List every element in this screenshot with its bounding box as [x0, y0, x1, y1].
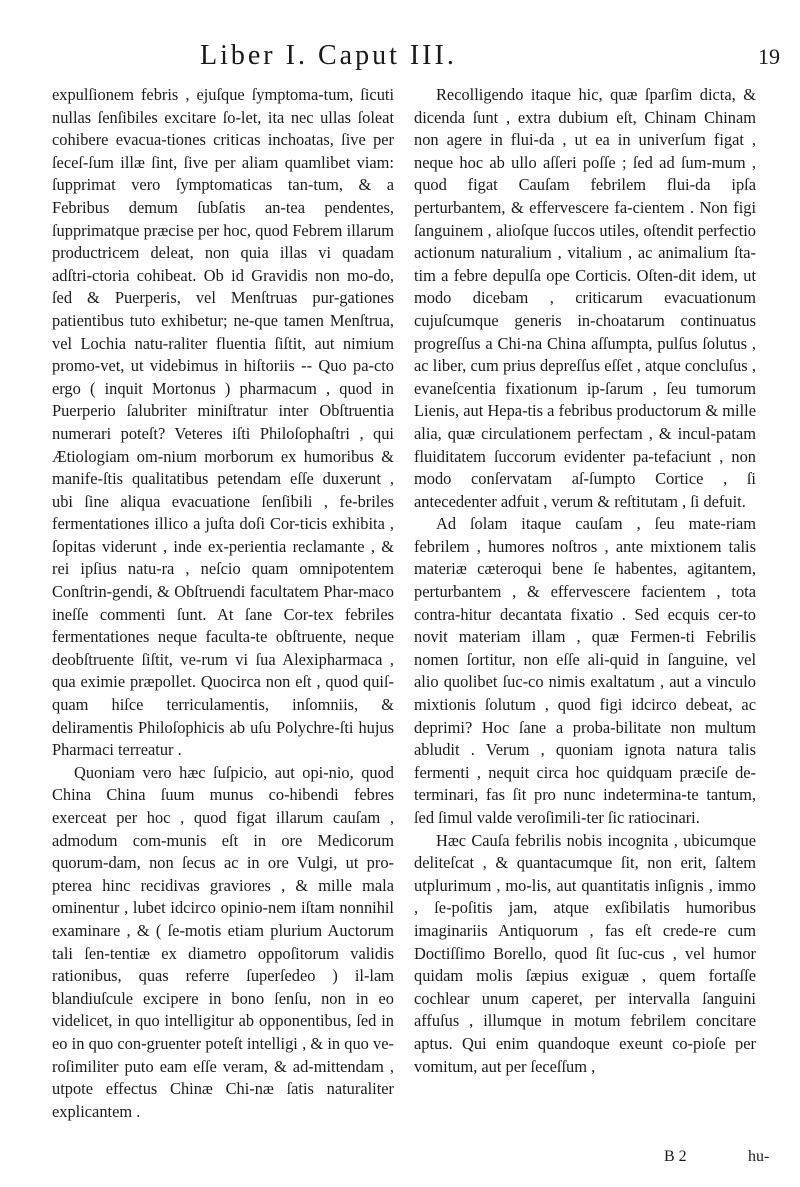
paragraph: Hæc Cauſa febrilis nobis incognita , ubicumque deliteſcat , & quantacumque ſit, non erit, ſaltem utplurimum , mo-lis, aut quantitatis inſignis , immo , ſe-poſitis jam, atque exſibilatis humoribus imaginariis Antiquorum , fas eſt crede-re cum Doctiſſimo Borello, quod ſit ſuc-cus , vel humor quidam molis ſæpius exiguæ , quem fortaſſe cochlear unum caperet, per intervalla ſanguini affuſus , illumque in motum febrilem concitare aptus. Qui enim quandoque exeunt co-pioſe per vomitum, aut per ſeceſſum ,	[414, 830, 756, 1076]
paragraph: Quoniam vero hæc ſuſpicio, aut opi-nio, quod China China ſuum munus co-hibendi febres exerceat per hoc , quod figat illarum cauſam , admodum com-munis eſt in ore Medicorum quorum-dam, non ſecus ac in ore Vulgi, ut pro-pterea hinc recidivas graviores , & mille mala ominentur , lubet idcirco opinio-nem iſtam nonnihil examinare , & ( ſe-motis etiam plurium Auctorum tali ſen-tentiæ ex diametro oppoſitorum validis rationibus, quas referre ſuperſedeo ) il-lam blandiuſcule excipere in bono ſenſu, non in eo videlicet, in quo intelligitur ab opponentibus, ſed in eo in quo con-gruenter poteſt intelligi , & in quo ve-roſimiliter puto eam eſſe veram, & ad-mittendam , utpote effectus Chinæ Chi-næ ſatis naturaliter explicantem .	[52, 762, 394, 1121]
left-column	[52, 84, 394, 1123]
running-head: Liber I. Caput III.	[200, 40, 457, 71]
paragraph: Recolligendo itaque hic, quæ ſparſim dicta, & dicenda ſunt , extra dubium eſt, Chinam Chinam non agere in flui-da , ut ea in univerſum figat , neque hoc ab ullo aſſeri poſſe ; ſed ad ſum-mum , quod figat Cauſam febrilem flui-da ipſa perturbantem, & effervescere fa-cientem . Non figi ſanguinem , alioſque ſuccos utiles, oſtendit perfectio actionum naturalium , vitalium , ac animalium ſta-tim a febre depulſa ope Corticis. Oſten-dit idem, ut modo dicebam , criticarum evacuationum cujuſcumque generis in-choatarum continuatus progreſſus a Chi-na China aſſumpta, pulſus ſolutus , ac liber, cum prius depreſſus eſſet , atque concluſus , evaneſcentia fixationum ip-ſarum , ſeu tumorum Lienis, aut Hepa-tis a febribus productorum & mille alia, quæ circulationem perfectam , & incul-patam fluiditatem ſuccorum evidenter pa-tefaciunt , non modo conſervatam aſ-ſumpto Cortice , ſi antecedenter adfuit , verum & reſtitutam , ſi defuit.	[414, 85, 756, 511]
page-header	[140, 40, 780, 80]
paragraph: expulſionem febris , ejuſque ſymptoma-tum, ſicuti nullas ſenſibiles excitare ſo-let, ita nec ullas ſoleat cohibere evacua-tiones criticas inchoatas, ſive per ſeceſ-ſum illæ ſint, ſive per aliam quamlibet viam: ſupprimat vero ſymptomaticas tan-tum, & a Febribus demum ſubſatis an-tea pendentes, ſupprimatque præcise per hoc, quod Febrem illarum productricem deleat, non quia illas vi quadam adſtri-ctoria cohibeat. Ob id Gravidis non mo-do, ſed & Puerperis, vel Menſtruas pur-gationes patientibus tuto exhibetur; ne-que tamen Menſtrua, vel Lochia natu-raliter fluentia ſiſtit, aut nimium promo-vet, ut videbimus in hiſtoriis -- Quo pa-cto ergo ( inquit Mortonus ) pharmacum , quod in Puerperio ſalubriter miniſtratur inter Obſtruentia numerari poteſt? Veteres iſti Philoſophaſtri , qui Ætiologiam om-nium morborum ex humoribus & manife-ſtis qualitatibus petendam eſſe duxerunt , ubi ſine aliqua evacuatione ſenſibili , fe-briles fermentationes illico a juſta doſi Cor-ticis exhibita , ſopitas viderunt , inde ex-perientia reclamante , & rei ipſius natu-ra , neſcio quam omnipotentem Conſtrin-gendi, & Obſtruendi facultatem Phar-maco ineſſe commenti ſunt. At ſane Cor-tex febriles fermentationes neque faculta-te obſtruente, neque deobſtruente ſiſtit, ve-rum vi ſua Alexipharmaca , qua eximie præpollet. Quocirca non eſt , quod quiſ-quam hiſce terriculamentis, inſomniis, & deliramentis Philoſophicis ab uſu Polychre-ſti hujus Pharmaci terreatur .	[52, 85, 394, 760]
signature-mark: B 2	[664, 1148, 687, 1165]
page-number: 19	[758, 44, 780, 69]
right-column	[414, 84, 756, 1078]
catchword: hu-	[748, 1148, 770, 1165]
paragraph: Ad ſolam itaque cauſam , ſeu mate-riam febrilem , humores noſtros , ante mixtionem talis materiæ cæteroqui bene ſe habentes, agitantem, perturbantem , & effervescere facientem , tota contra-hitur decantata fixatio . Sed ecquis cer-to novit materiam illam , quæ Fermen-ti Febrilis nomen ſortitur, non eſſe ali-quid in ſanguine, vel alio quolibet ſuc-co nimis exaltatum , aut a vinculo mixtionis ſolutum , quod figi idcirco debeat, ac deprimi? Hoc ſane a proba-bilitate non multum abludit . Verum , quoniam ignota natura talis fermenti , nequit circa hoc quidquam præciſe de-terminari, fas ſit pro nunc indetermina-te tantum, ſed ſimul valde veroſimili-ter ſic ratiocinari.	[414, 514, 756, 827]
